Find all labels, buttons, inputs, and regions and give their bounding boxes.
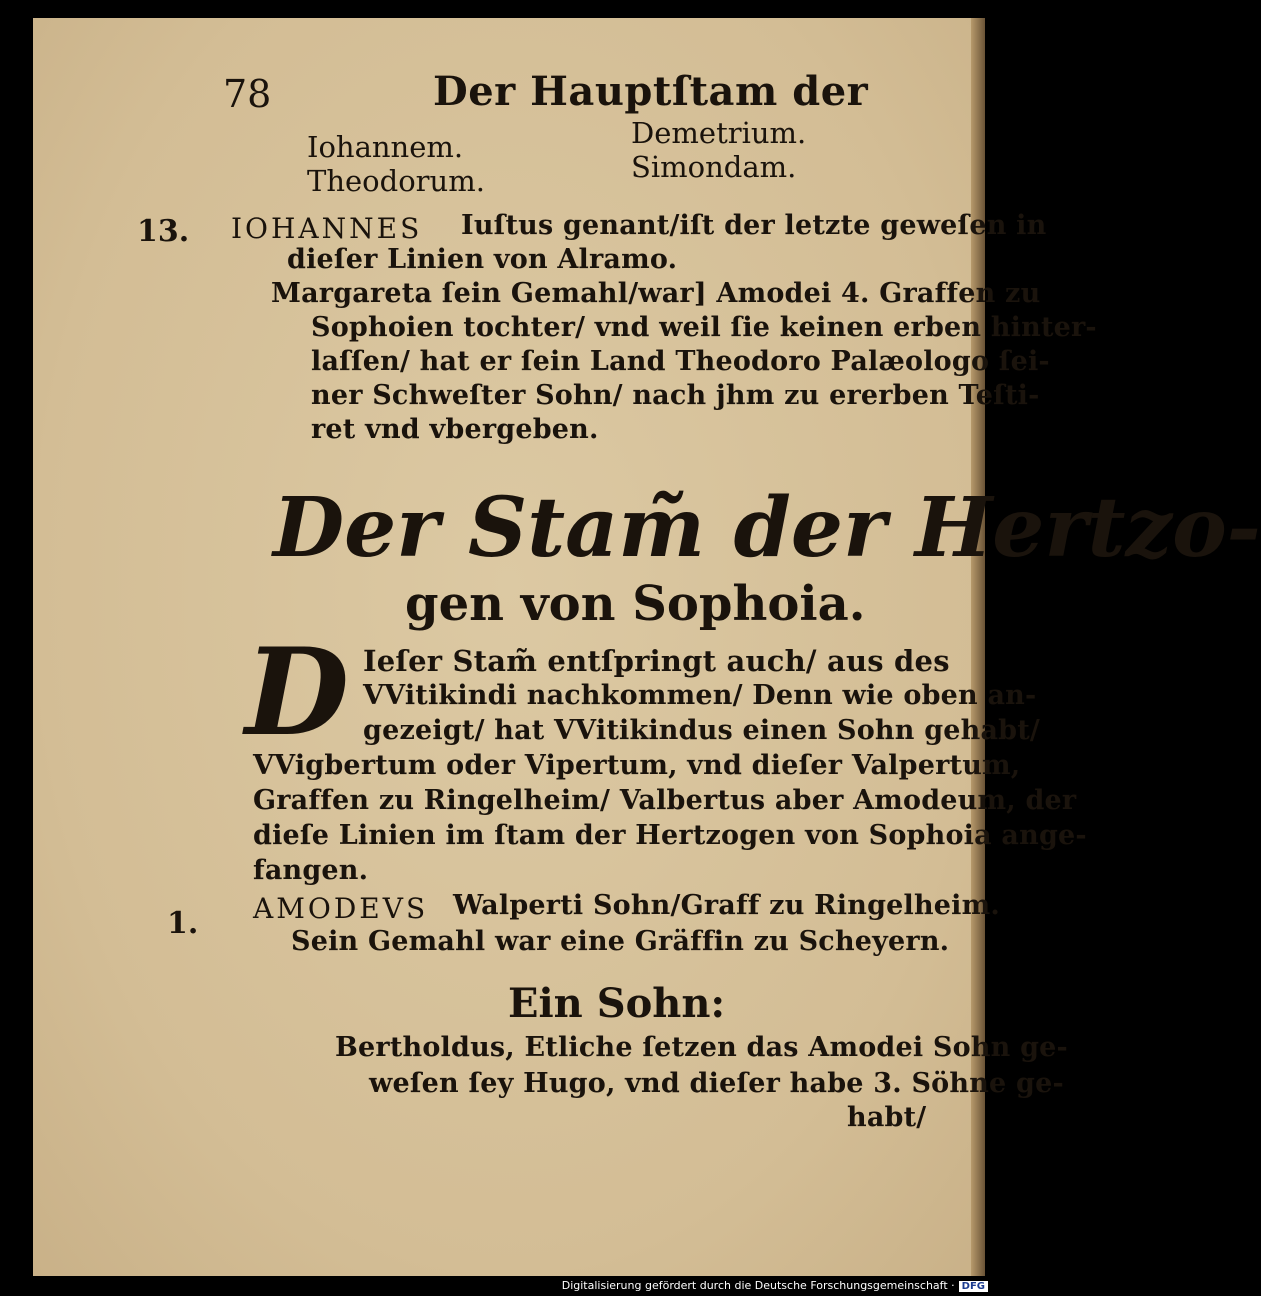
closing-line-3: habt/ bbox=[847, 1102, 927, 1133]
entry-13-line-3: Margareta ſein Gemahl/war] Amodei 4. Graffen zu bbox=[271, 278, 1041, 309]
closing-line-2: weſen ſey Hugo, vnd dieſer habe 3. Söhne ge- bbox=[369, 1068, 1064, 1099]
drop-cap: D bbox=[245, 622, 350, 763]
section-line-2: VVitikindi nachkommen/ Denn wie oben an- bbox=[363, 680, 1037, 711]
page-number: 78 bbox=[223, 72, 272, 116]
entry-13-line-7: ret vnd vbergeben. bbox=[311, 414, 599, 445]
book-page bbox=[33, 18, 1261, 1276]
entry-13-line-4: Sophoien tochter/ vnd weil ſie keinen erben hinter- bbox=[311, 312, 1097, 343]
entry-13-line-1: Iuſtus genant/iſt der letzte geweſen in bbox=[461, 210, 1047, 241]
section-line-4: VVigbertum oder Vipertum, vnd dieſer Valpertum, bbox=[253, 750, 1021, 781]
section-line-7: fangen. bbox=[253, 855, 369, 886]
name-list-right-1: Demetrium. bbox=[631, 116, 807, 150]
section-line-5: Graffen zu Ringelheim/ Valbertus aber Amodeum, der bbox=[253, 785, 1077, 816]
entry-1-line-1: Walperti Sohn/Graff zu Ringelheim. bbox=[453, 890, 1001, 921]
entry-13-name: IOHANNES bbox=[231, 212, 423, 245]
section-title-line-2: gen von Sophoia. bbox=[405, 576, 866, 632]
section-line-1: Ieſer Stam̃ entſpringt auch/ aus des bbox=[363, 644, 950, 678]
running-head: Der Hauptſtam der bbox=[433, 68, 869, 115]
closing-line-1: Bertholdus, Etliche ſetzen das Amodei Sohn ge- bbox=[335, 1032, 1068, 1063]
name-list-left-1: Iohannem. bbox=[307, 130, 464, 164]
entry-1-name: AMODEVS bbox=[253, 892, 429, 925]
entry-13-number: 13. bbox=[137, 214, 190, 249]
entry-1-number: 1. bbox=[167, 906, 199, 941]
name-list-left-2: Theodorum. bbox=[307, 164, 485, 198]
section-title-line-1: Der Stam̃ der Hertzo- bbox=[273, 480, 1261, 576]
entry-13-line-5: laſſen/ hat er ſein Land Theodoro Palæologo ſei- bbox=[311, 346, 1050, 377]
credit-text: Digitalisierung gefördert durch die Deutsche Forschungsgemeinschaft · bbox=[561, 1279, 955, 1292]
digitization-credit bbox=[562, 1279, 988, 1292]
name-list-right-2: Simondam. bbox=[631, 150, 797, 184]
section-line-3: gezeigt/ hat VVitikindus einen Sohn gehabt/ bbox=[363, 715, 1040, 746]
entry-1-line-2: Sein Gemahl war eine Gräffin zu Scheyern. bbox=[291, 926, 950, 957]
dfg-logo-badge: DFG bbox=[959, 1281, 988, 1292]
subheading: Ein Sohn: bbox=[508, 980, 726, 1027]
entry-13-line-6: ner Schweſter Sohn/ nach jhm zu ererben Teſti- bbox=[311, 380, 1040, 411]
section-line-6: dieſe Linien im ſtam der Hertzogen von Sophoia ange- bbox=[253, 820, 1087, 851]
entry-13-line-2: dieſer Linien von Alramo. bbox=[287, 244, 678, 275]
